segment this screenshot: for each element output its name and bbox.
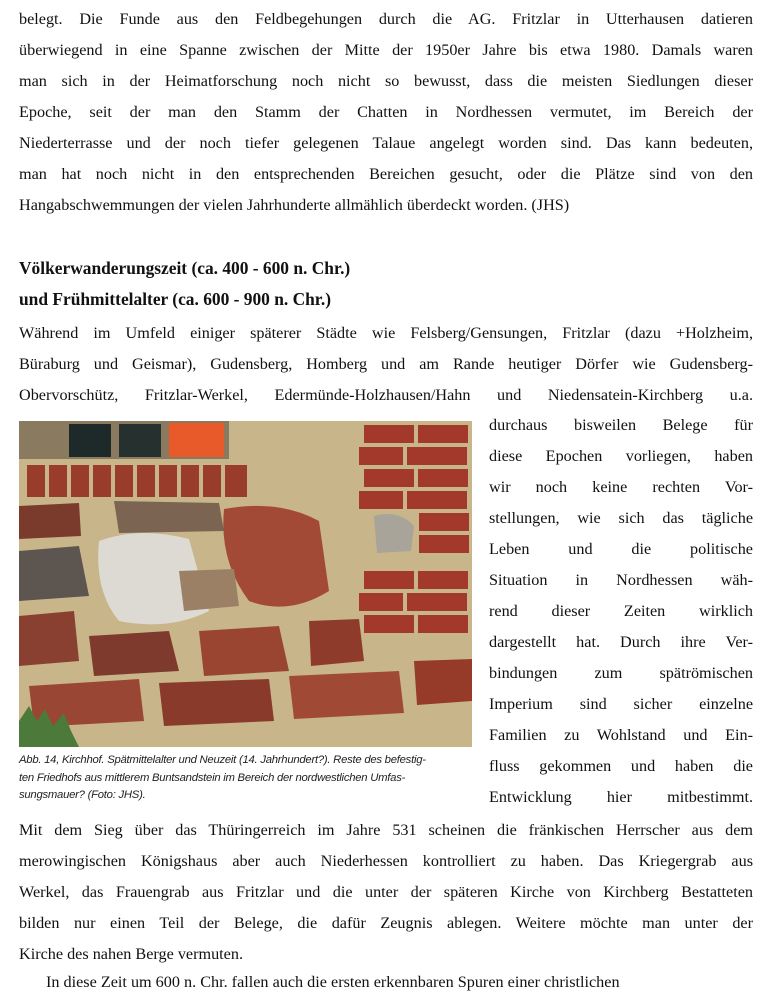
text-line: bilden nur einen Teil der Belege, die dafür Zeugnis ablegen. Weitere möchte man unter der <box>19 914 753 932</box>
text-line: Niederterrasse und der noch tiefer gelegenen Talaue angelegt worden sind. Das kann bedeuten, <box>19 134 753 152</box>
text-line: man hat noch nicht in den entsprechenden Bereichen gesucht, oder die Plätze sind von den <box>19 165 753 183</box>
text-line: wir noch keine rechten Vor- <box>489 478 753 496</box>
paragraph-merovingian <box>19 815 753 970</box>
text-line: Situation in Nordhessen wäh- <box>489 571 753 589</box>
section-heading: Völkerwanderungszeit (ca. 400 - 600 n. Chr.) <box>19 258 351 278</box>
text-line: fluss gekommen und haben die <box>489 757 753 775</box>
text-line: Hangabschwemmungen der vielen Jahrhunderte allmählich überdeckt worden. (JHS) <box>19 196 570 214</box>
wall-photo <box>19 421 472 747</box>
text-line: Leben und die politische <box>489 540 753 558</box>
text-line: merowingischen Königshaus aber auch Niederhessen kontrolliert zu haben. Das Kriegergrab aus <box>19 852 753 870</box>
text-line: stellungen, wie sich das tägliche <box>489 509 753 527</box>
text-line: Werkel, das Frauengrab aus Fritzlar und die unter der späteren Kirche von Kirchberg Bestatteten <box>19 883 753 901</box>
paragraph-migration-period-continued <box>489 410 753 813</box>
paragraph-migration-period <box>19 318 753 411</box>
caption-line: ten Friedhofs aus mittlerem Buntsandstein im Bereich der nordwestlichen Umfas- <box>19 771 406 784</box>
text-line: bindungen zum spätrömischen <box>489 664 753 682</box>
text-line: diese Epochen vorliegen, haben <box>489 447 753 465</box>
text-line: Während im Umfeld einiger späterer Städte wie Felsberg/Gensungen, Fritzlar (dazu +Holzheim, <box>19 324 753 342</box>
text-line: überwiegend in eine Spanne zwischen der Mitte der 1950er Jahre bis etwa 1980. Damals waren <box>19 41 753 59</box>
text-line: man sich in der Heimatforschung noch nicht so bewusst, dass die meisten Siedlungen dieser <box>19 72 753 90</box>
text-line: belegt. Die Funde aus den Feldbegehungen durch die AG. Fritzlar in Utterhausen datieren <box>19 10 753 28</box>
figure-caption <box>19 752 474 805</box>
paragraph-intro <box>19 4 753 221</box>
text-line: Mit dem Sieg über das Thüringerreich im Jahre 531 scheinen die fränkischen Herrscher aus dem <box>19 821 753 839</box>
text-line: durchaus bisweilen Belege für <box>489 416 753 434</box>
text-line: Büraburg und Geismar), Gudensberg, Homberg und am Rande heutiger Dörfer wie Gudensberg- <box>19 355 753 373</box>
caption-line: Abb. 14, Kirchhof. Spätmittelalter und Neuzeit (14. Jahrhundert?). Reste des befestig- <box>19 754 426 766</box>
section-subheading: und Frühmittelalter (ca. 600 - 900 n. Chr.) <box>19 289 332 309</box>
paragraph-christianization <box>19 967 753 998</box>
text-line: Epoche, seit der man den Stamm der Chatten in Nordhessen vermutet, im Bereich der <box>19 103 753 121</box>
text-line: rend dieser Zeiten wirklich <box>489 602 753 620</box>
caption-line: sungsmauer? (Foto: JHS). <box>19 789 146 801</box>
text-line: Familien zu Wohlstand und Ein- <box>489 726 753 744</box>
text-line: Kirche des nahen Berge vermuten. <box>19 945 243 963</box>
text-line: In diese Zeit um 600 n. Chr. fallen auch die ersten erkennbaren Spuren einer christlichen <box>46 973 620 991</box>
text-line: Obervorschütz, Fritzlar-Werkel, Edermünde-Holzhausen/Hahn und Niedensatein-Kirchberg u.a. <box>19 386 753 404</box>
text-line: dargestellt hat. Durch ihre Ver- <box>489 633 753 651</box>
text-line: Entwicklung hier mitbestimmt. <box>489 788 753 806</box>
text-line: Imperium sind sicher einzelne <box>489 695 753 713</box>
